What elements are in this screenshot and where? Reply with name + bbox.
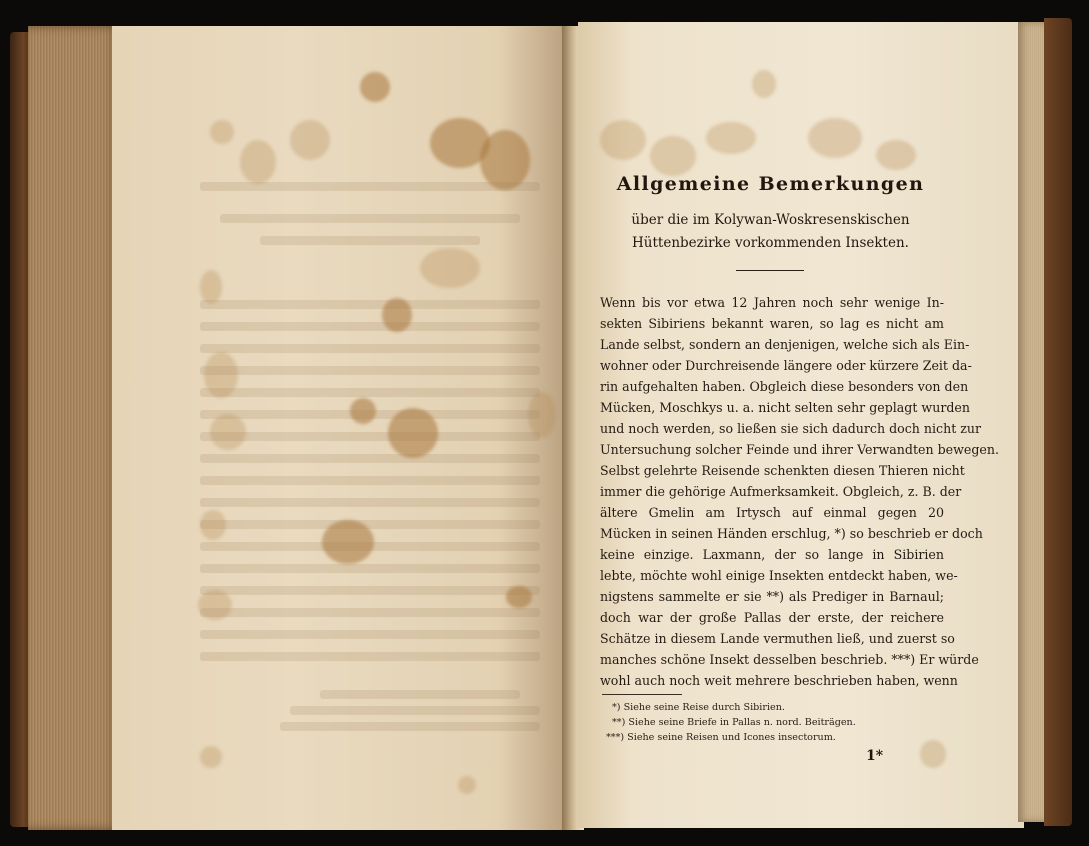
- footnote: ***) Siehe seine Reisen und Icones insectorum.: [606, 732, 836, 743]
- bleed-through-line: [320, 690, 520, 699]
- bleed-through-line: [200, 344, 540, 353]
- foxing-spot: [322, 520, 374, 564]
- bleed-through-line: [200, 454, 540, 463]
- book-cover-right: [1044, 18, 1072, 826]
- section-heading: Allgemeine Bemerkungen: [616, 173, 925, 195]
- body-line: lebte, möchte wohl einige Insekten entdeckt haben, we-: [600, 568, 958, 583]
- body-line: immer die gehörige Aufmerksamkeit. Obgleich, z. B. der: [600, 484, 962, 499]
- body-line: Untersuchung solcher Feinde und ihrer Verwandten bewegen.: [600, 442, 999, 457]
- bleed-through-line: [200, 586, 540, 595]
- foxing-spot: [210, 414, 246, 450]
- body-line: manches schöne Insekt desselben beschrieb. ***) Er würde: [600, 652, 979, 667]
- body-line: nigstens sammelte er sie **) als Prediger in Barnaul;: [600, 589, 944, 604]
- foxing-spot: [876, 140, 916, 170]
- body-line: wohner oder Durchreisende längere oder kürzere Zeit da-: [600, 358, 972, 373]
- bleed-through-line: [290, 706, 540, 715]
- foxing-spot: [204, 352, 238, 398]
- foxing-spot: [382, 298, 412, 332]
- foxing-spot: [528, 392, 556, 438]
- bleed-through-line: [280, 722, 540, 731]
- bleed-through-line: [200, 388, 540, 397]
- foxing-spot: [200, 270, 222, 304]
- foxing-spot: [420, 248, 480, 288]
- printer-signature: 1*: [866, 748, 884, 764]
- foxing-spot: [920, 740, 946, 768]
- bleed-through-line: [200, 564, 540, 573]
- section-subheading-line: Hüttenbezirke vorkommenden Insekten.: [632, 235, 909, 251]
- bleed-through-line: [200, 652, 540, 661]
- foxing-spot: [752, 70, 776, 98]
- footnote-rule: [602, 694, 682, 695]
- body-line: Mücken in seinen Händen erschlug, *) so beschrieb er doch: [600, 526, 983, 541]
- foxing-spot: [388, 408, 438, 458]
- bleed-through-line: [200, 498, 540, 507]
- foxing-spot: [350, 398, 376, 424]
- body-line: ältere Gmelin am Irtysch auf einmal gegen 20: [600, 505, 944, 520]
- bleed-through-line: [200, 300, 540, 309]
- footnote: **) Siehe seine Briefe in Pallas n. nord. Beiträgen.: [612, 717, 856, 728]
- foxing-spot: [240, 140, 276, 184]
- bleed-through-line: [220, 214, 520, 223]
- foxing-spot: [480, 130, 530, 190]
- body-line: Schätze in diesem Lande vermuthen ließ, und zuerst so: [600, 631, 955, 646]
- foxing-spot: [290, 120, 330, 160]
- body-line: keine einzige. Laxmann, der so lange in Sibirien: [600, 547, 944, 562]
- body-line: und noch werden, so ließen sie sich dadurch doch nicht zur: [600, 421, 982, 436]
- foxing-spot: [600, 120, 646, 160]
- heading-rule: [736, 270, 804, 271]
- foxing-spot: [200, 746, 222, 768]
- bleed-through-line: [200, 476, 540, 485]
- foxing-spot: [360, 72, 390, 102]
- foxing-spot: [210, 120, 234, 144]
- foxing-spot: [808, 118, 862, 158]
- body-line: Mücken, Moschkys u. a. nicht selten sehr geplagt wurden: [600, 400, 970, 415]
- body-line: Selbst gelehrte Reisende schenkten diesen Thieren nicht: [600, 463, 965, 478]
- bleed-through-line: [200, 366, 540, 375]
- footnote: *) Siehe seine Reise durch Sibirien.: [612, 702, 785, 713]
- body-line: rin aufgehalten haben. Obgleich diese besonders von den: [600, 379, 969, 394]
- section-subheading-line: über die im Kolywan-Woskresenskischen: [631, 212, 910, 228]
- foxing-spot: [198, 590, 232, 620]
- bleed-through-line: [200, 630, 540, 639]
- body-line: wohl auch noch weit mehrere beschrieben haben, wenn: [600, 673, 958, 688]
- foxing-spot: [650, 136, 696, 176]
- foxing-spot: [200, 510, 226, 540]
- foxing-spot: [506, 586, 532, 608]
- bleed-through-line: [200, 608, 540, 617]
- bleed-through-line: [200, 322, 540, 331]
- body-line: doch war der große Pallas der erste, der reichere: [600, 610, 944, 625]
- body-line: Wenn bis vor etwa 12 Jahren noch sehr wenige In-: [600, 295, 944, 310]
- page-edges-left: [28, 26, 120, 830]
- foxing-spot: [458, 776, 476, 794]
- foxing-spot: [706, 122, 756, 154]
- bleed-through-line: [200, 432, 540, 441]
- bleed-through-line: [200, 520, 540, 529]
- body-line: sekten Sibiriens bekannt waren, so lag es nicht am: [600, 316, 944, 331]
- body-line: Lande selbst, sondern an denjenigen, welche sich als Ein-: [600, 337, 970, 352]
- bleed-through-line: [260, 236, 480, 245]
